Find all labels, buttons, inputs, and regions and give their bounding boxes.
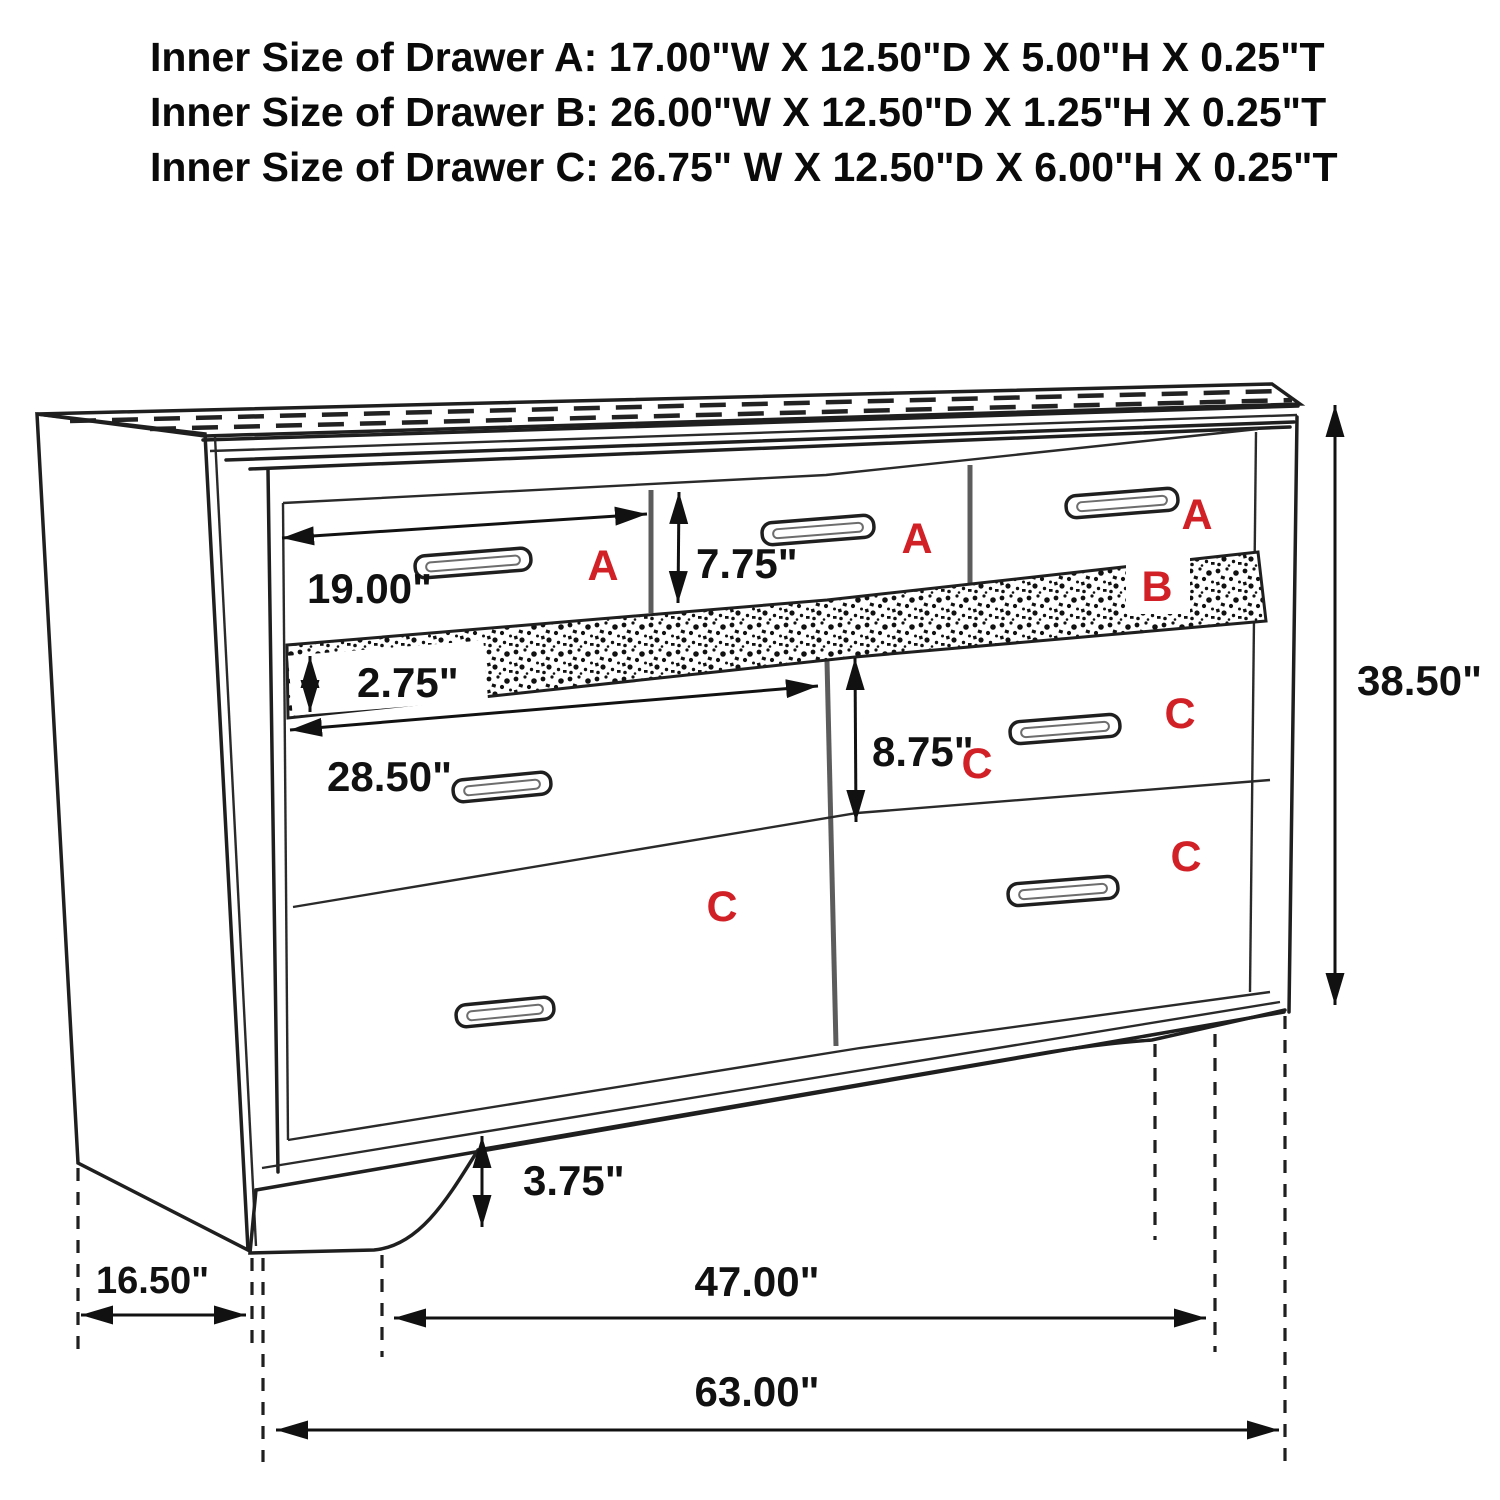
frame-left-outer-edge — [268, 470, 278, 1172]
dimension-drawer-a-height — [678, 492, 798, 603]
dimension-leg-span-width — [394, 1258, 1206, 1318]
overall-height-value: 38.50" — [1357, 657, 1483, 704]
drawer-area-bottom-edge — [288, 992, 1270, 1140]
drawer-c-right-bottom-label: C — [1170, 833, 1202, 881]
band-height-value: 2.75" — [357, 659, 459, 706]
drawer-c-right-top-label: C — [1164, 690, 1196, 738]
dimension-leg-height — [482, 1136, 625, 1227]
drawer-c-center-divider — [827, 661, 836, 1046]
frame-right-outer-edge — [1289, 417, 1297, 1012]
frame-left-inner-edge — [283, 503, 288, 1140]
dresser-top-surface — [37, 384, 1300, 460]
drawer-c-left-bottom-label: C — [706, 883, 738, 931]
drawer-c-left-top-label: C — [961, 740, 993, 788]
dimension-annotations — [81, 405, 1482, 1430]
spec-line-drawer-c: Inner Size of Drawer C: 26.75" W X 12.50"D X 6.00"H X 0.25"T — [150, 144, 1338, 190]
dresser-side-panel — [37, 414, 256, 1250]
overall-width-value: 63.00" — [694, 1368, 820, 1415]
apron-and-feet-contour — [250, 1010, 1285, 1253]
drawer-a1-label: A — [587, 542, 619, 590]
top-molding-line — [226, 422, 1294, 460]
drawer-a3-label: A — [1181, 491, 1213, 539]
leg-height-value: 3.75" — [523, 1157, 625, 1204]
drawer-a-height-value: 7.75" — [696, 540, 798, 587]
drawer-c-right-bottom-handle — [1007, 876, 1118, 907]
drawer-c-width-value: 28.50" — [327, 753, 453, 800]
drawer-c-left-bottom-handle — [455, 996, 555, 1027]
drawer-a-width-value: 19.00" — [307, 565, 433, 612]
base-molding-top-line — [262, 1002, 1280, 1168]
drawer-a-width-arrow — [282, 514, 647, 538]
drawer-a2-label: A — [901, 515, 933, 563]
dimension-side-depth — [81, 1260, 246, 1315]
projection-lines — [78, 1016, 1285, 1462]
drawer-b-label: B — [1141, 563, 1173, 611]
spec-line-drawer-a: Inner Size of Drawer A: 17.00"W X 12.50"D X 5.00"H X 0.25"T — [150, 34, 1325, 80]
dresser-drawing — [37, 384, 1300, 1253]
side-depth-value: 16.50" — [96, 1260, 210, 1302]
dimension-drawer-c-height — [855, 658, 974, 822]
drawer-a3-handle — [1065, 488, 1178, 519]
drawer-a-height-arrow — [678, 492, 679, 603]
side-panel-front-edge-line — [215, 437, 256, 1246]
drawer-c-height-value: 8.75" — [872, 728, 974, 775]
drawer-c-height-arrow — [855, 658, 856, 822]
side-panel-outline — [37, 414, 248, 1250]
frame-right-inner-edge — [1250, 432, 1256, 992]
drawer-c-right-top-handle — [1009, 714, 1120, 745]
drawer-letter-labels — [587, 491, 1212, 931]
dimension-overall-height — [1335, 405, 1482, 1005]
dimension-overall-width — [276, 1368, 1279, 1430]
spec-line-drawer-b: Inner Size of Drawer B: 26.00"W X 12.50"D X 1.25"H X 0.25"T — [150, 89, 1327, 135]
drawer-c-left-top-handle — [452, 771, 552, 802]
leg-span-value: 47.00" — [694, 1258, 820, 1305]
